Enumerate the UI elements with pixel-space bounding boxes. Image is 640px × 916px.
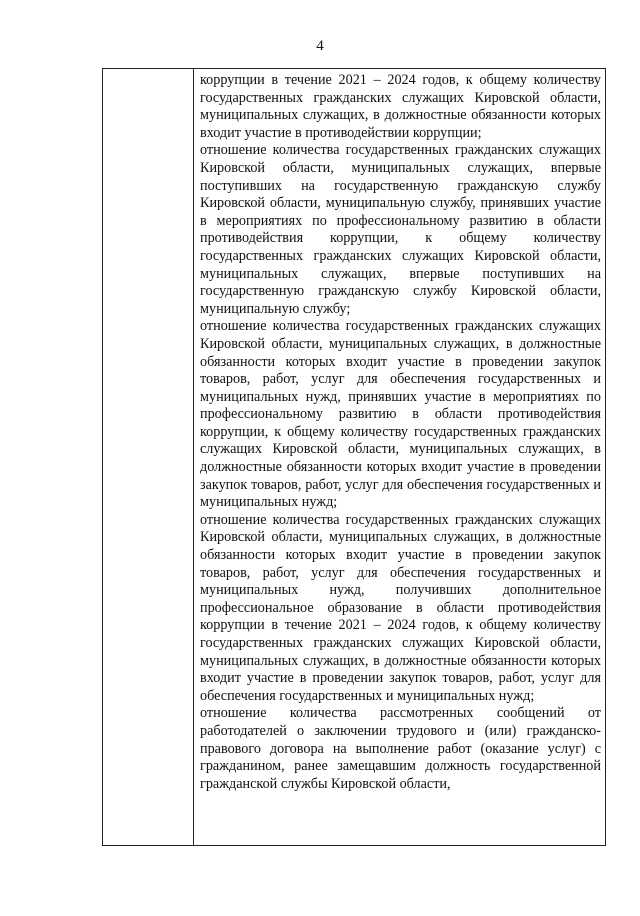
page-number: 4 [316,38,324,54]
table-text-cell [200,72,601,793]
column-divider [193,69,194,845]
document-table [102,68,606,846]
paragraph-4: отношение количества государственных гражданских служащих Кировской области, муниципальных служащих, в должностные обязанности которых входит участие в проведении закупок товаров, работ, услуг для обеспечения государственных и муниципальных нужд, получивших дополнительное профессиональное образование в области противодействия коррупции в течение 2021 – 2024 годов, к общему количеству государственных гражданских служащих Кировской области, муниципальных служащих, в должностные обязанности которых входит участие в проведении закупок товаров, работ, услуг для обеспечения государственных и муниципальных нужд; [200,511,601,704]
paragraph-2: отношение количества государственных гражданских служащих Кировской области, муниципальных служащих, впервые поступивших на государственную гражданскую службу Кировской области, муниципальную службу, принявших участие в мероприятиях по профессиональному развитию в области противодействия коррупции, к общему количеству государственных гражданских служащих Кировской области, муниципальных служащих, впервые поступивших на государственную гражданскую службу Кировской области, муниципальную службу; [200,142,601,317]
paragraph-5: отношение количества рассмотренных сообщений от работодателей о заключении трудового и (или) гражданско-правового договора на выполнение работ (оказание услуг) с гражданином, ранее замещавшим должность государственной гражданской службы Кировской области, [200,705,601,792]
paragraph-1: коррупции в течение 2021 – 2024 годов, к общему количеству государственных гражданских служащих Кировской области, муниципальных служащих, в должностные обязанности которых входит участие в противодействии коррупции; [200,72,601,141]
paragraph-3: отношение количества государственных гражданских служащих Кировской области, муниципальных служащих, в должностные обязанности которых входит участие в проведении закупок товаров, работ, услуг для обеспечения государственных и муниципальных нужд, принявших участие в мероприятиях по профессиональному развитию в области противодействия коррупции, к общему количеству государственных гражданских служащих Кировской области, муниципальных служащих, в должностные обязанности которых входит участие в проведении закупок товаров, работ, услуг для обеспечения государственных и муниципальных нужд; [200,318,601,511]
